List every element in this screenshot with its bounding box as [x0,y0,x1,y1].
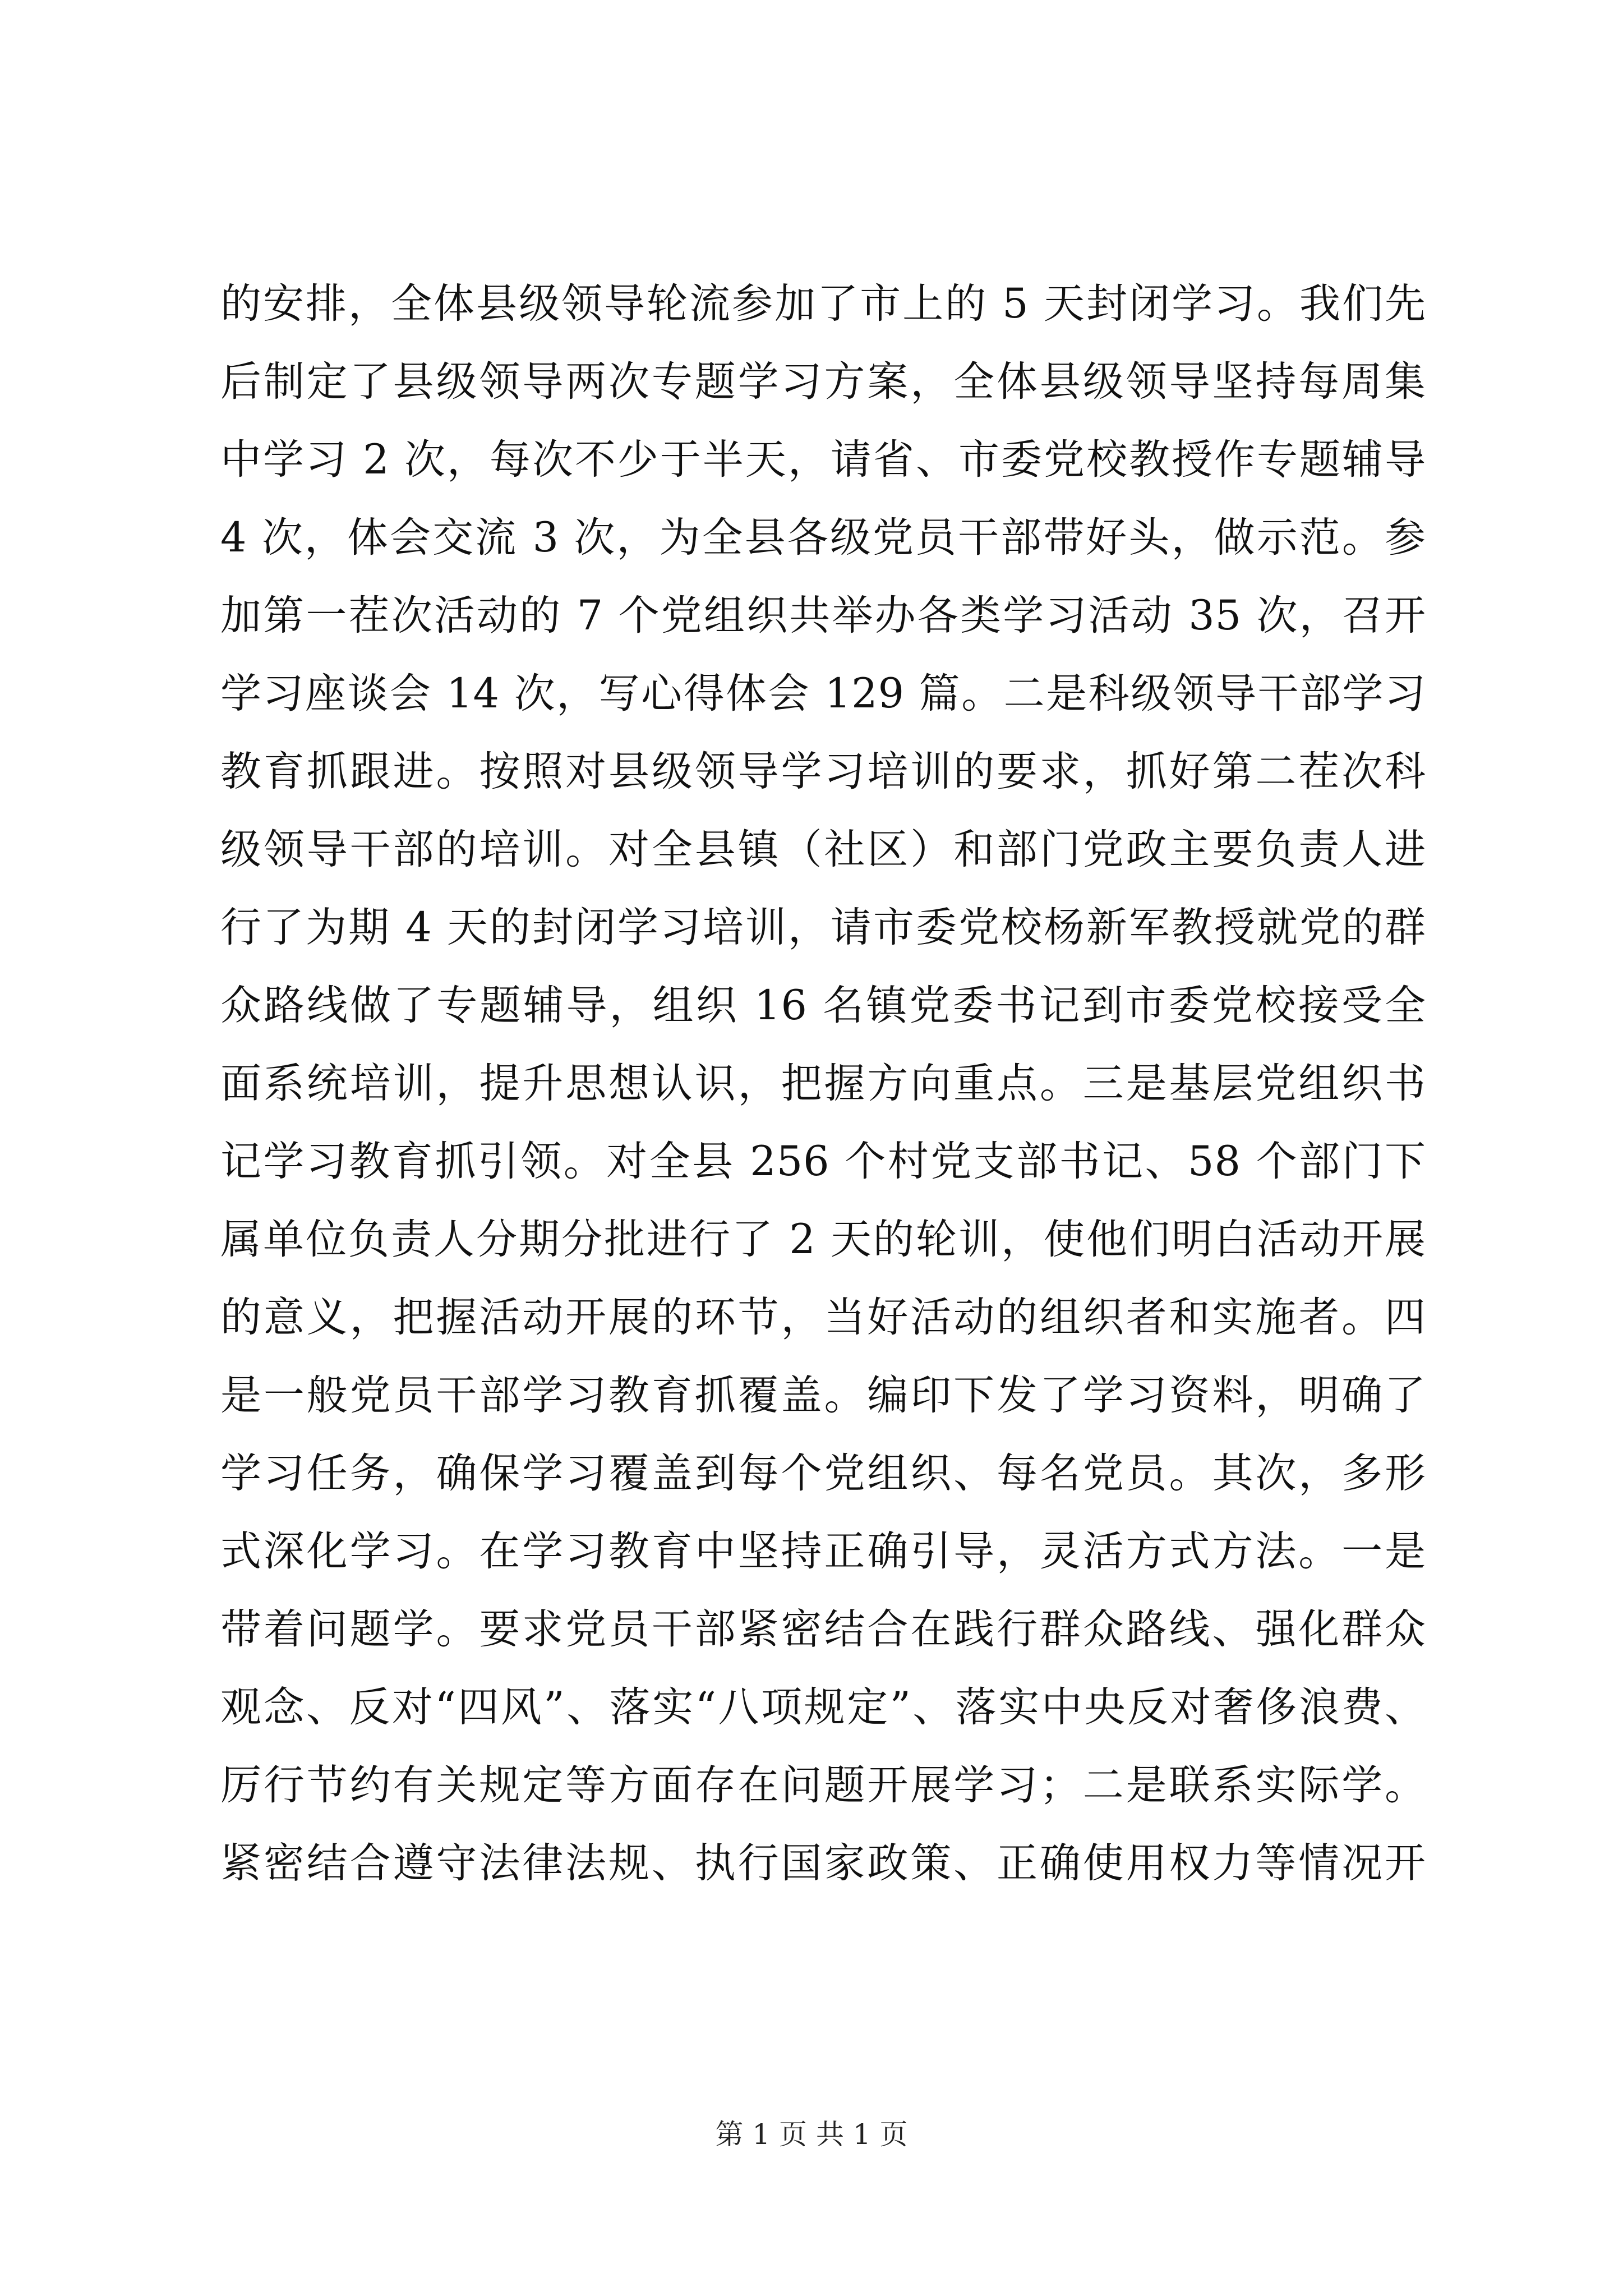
text-line: 级领导干部的培训。对全县镇（社区）和部门党政主要负责人进 [220,826,1426,873]
body-text [220,265,1426,1902]
text-line: 面系统培训，提升思想认识，把握方向重点。三是基层党组织书 [220,1060,1426,1107]
text-line: 学习座谈会 14 次，写心得体会 129 篇。二是科级领导干部学习 [220,670,1426,717]
text-line: 学习任务，确保学习覆盖到每个党组织、每名党员。其次，多形 [220,1450,1426,1497]
text-line: 式深化学习。在学习教育中坚持正确引导，灵活方式方法。一是 [220,1527,1426,1575]
text-line: 记学习教育抓引领。对全县 256 个村党支部书记、58 个部门下 [220,1138,1426,1185]
text-line: 加第一茬次活动的 7 个党组织共举办各类学习活动 35 次，召开 [220,592,1426,639]
text-line: 是一般党员干部学习教育抓覆盖。编印下发了学习资料，明确了 [220,1372,1426,1419]
text-line: 众路线做了专题辅导，组织 16 名镇党委书记到市委党校接受全 [220,982,1426,1029]
text-line: 紧密结合遵守法律法规、执行国家政策、正确使用权力等情况开 [220,1839,1426,1887]
text-line: 观念、反对“四风”、落实“八项规定”、落实中央反对奢侈浪费、 [220,1683,1426,1731]
text-line: 行了为期 4 天的封闭学习培训，请市委党校杨新军教授就党的群 [220,904,1426,951]
text-line: 带着问题学。要求党员干部紧密结合在践行群众路线、强化群众 [220,1605,1426,1653]
page-number-label: 第 1 页 共 1 页 [715,2118,908,2151]
text-line: 4 次，体会交流 3 次，为全县各级党员干部带好头，做示范。参 [220,514,1426,562]
text-line: 教育抓跟进。按照对县级领导学习培训的要求，抓好第二茬次科 [220,748,1426,795]
text-line: 后制定了县级领导两次专题学习方案，全体县级领导坚持每周集 [220,358,1426,406]
text-line: 厉行节约有关规定等方面存在问题开展学习；二是联系实际学。 [220,1761,1426,1809]
text-line: 中学习 2 次，每次不少于半天，请省、市委党校教授作专题辅导 [220,436,1426,484]
text-line: 属单位负责人分期分批进行了 2 天的轮训，使他们明白活动开展 [220,1216,1426,1263]
page-footer [0,2115,1623,2154]
text-line: 的意义，把握活动开展的环节，当好活动的组织者和实施者。四 [220,1294,1426,1341]
text-line: 的安排，全体县级领导轮流参加了市上的 5 天封闭学习。我们先 [220,280,1426,328]
